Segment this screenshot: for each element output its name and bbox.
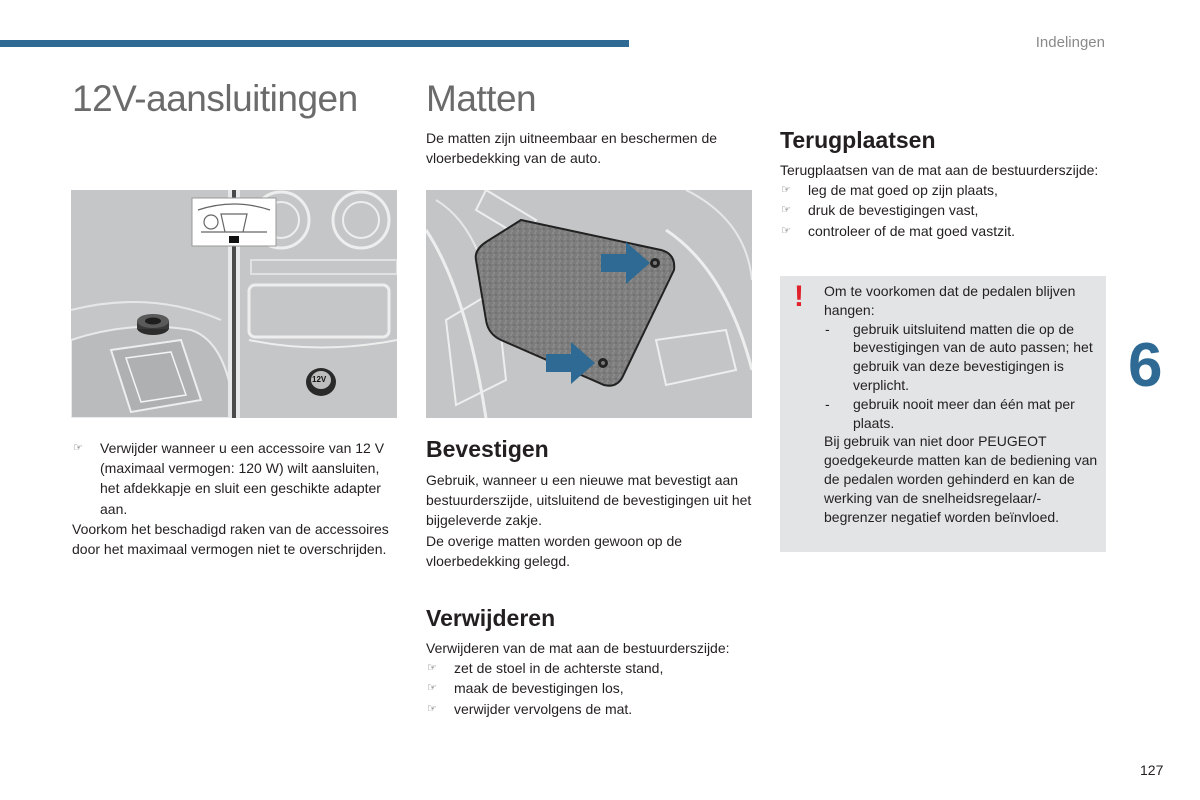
heading-bevestigen: Bevestigen xyxy=(426,436,549,462)
bevestigen-text xyxy=(426,470,756,571)
list-item xyxy=(72,438,392,519)
list-item xyxy=(426,678,756,698)
verwijderen-text xyxy=(426,638,756,719)
col1-text xyxy=(72,438,392,559)
matten-intro: De matten zijn uitneembaar en beschermen de vloerbedekking van de auto. xyxy=(426,130,718,167)
list-item-text: gebruik nooit meer dan één mat per plaats. xyxy=(853,395,1075,431)
figure-mat-drawing xyxy=(426,190,752,418)
col1-note: Voorkom het beschadigd raken van de accessoires door het maximaal vermogen niet te overschrijden. xyxy=(72,520,389,558)
list-item xyxy=(780,200,1110,220)
hand-pointer-icon: ☞ xyxy=(781,184,791,197)
hand-pointer-icon: ☞ xyxy=(427,702,437,715)
socket-12v-label: 12V xyxy=(312,375,327,384)
list-item xyxy=(824,320,1100,395)
chapter-number: 6 xyxy=(1128,331,1163,400)
verwijderen-list xyxy=(426,658,756,719)
title-12v: 12V-aansluitingen xyxy=(72,78,358,119)
hand-pointer-icon: ☞ xyxy=(427,682,437,695)
hand-pointer-icon: ☞ xyxy=(781,204,791,217)
col1-bullet-list xyxy=(72,438,392,519)
section-label: Indelingen xyxy=(1035,34,1105,51)
title-matten: Matten xyxy=(426,78,537,119)
verwijderen-intro: Verwijderen van de mat aan de bestuurderszijde: xyxy=(426,640,730,656)
list-item xyxy=(780,221,1110,241)
dash-icon: - xyxy=(825,320,830,337)
col1-bullet-text: Verwijder wanneer u een accessoire van 12 V (maximaal vermogen: 120 W) wilt aansluiten, het afdekkapje en sluit een geschikte adapter aan. xyxy=(100,440,385,517)
list-item xyxy=(426,699,756,719)
list-item xyxy=(824,395,1100,433)
list-item-text: druk de bevestigingen vast, xyxy=(808,202,979,219)
list-item-text: gebruik uitsluitend matten die op de bevestigingen van de auto passen; het gebruik van deze bevestigingen is verplicht. xyxy=(853,320,1093,393)
warning-list xyxy=(824,320,1100,433)
warning-text xyxy=(824,282,1100,526)
hand-pointer-icon: ☞ xyxy=(781,224,791,237)
list-item-text: leg de mat goed op zijn plaats, xyxy=(808,182,998,199)
page-number: 127 xyxy=(1140,762,1164,778)
list-item xyxy=(426,658,756,678)
list-item-text: verwijder vervolgens de mat. xyxy=(454,700,633,717)
warning-footer: Bij gebruik van niet door PEUGEOT goedgekeurde matten kan de bediening van de pedalen worden gehinderd en kan de werking van de snelheidsregelaar/-begrenzer negatief worden beïnvloed. xyxy=(824,433,1098,525)
list-item-text: maak de bevestigingen los, xyxy=(454,680,624,697)
terugplaatsen-intro: Terugplaatsen van de mat aan de bestuurderszijde: xyxy=(780,162,1099,178)
list-item xyxy=(780,180,1110,200)
terugplaatsen-list xyxy=(780,180,1110,241)
warning-intro: Om te voorkomen dat de pedalen blijven hangen: xyxy=(824,283,1076,318)
hand-pointer-icon: ☞ xyxy=(427,662,437,675)
terugplaatsen-text xyxy=(780,160,1110,241)
list-item-text: controleer of de mat goed vastzit. xyxy=(808,222,1015,239)
hand-pointer-icon: ☞ xyxy=(73,442,83,454)
figure-floor-mat xyxy=(426,190,752,418)
bevestigen-p1: Gebruik, wanneer u een nieuwe mat bevestigt aan bestuurderszijde, uitsluitend de bevestigingen uit het bijgeleverde zakje. xyxy=(426,472,752,529)
figure-12v-drawing xyxy=(71,190,397,418)
heading-verwijderen: Verwijderen xyxy=(426,605,556,631)
bevestigen-p2: De overige matten worden gewoon op de vloerbedekking gelegd. xyxy=(426,532,683,569)
list-item-text: zet de stoel in de achterste stand, xyxy=(454,660,664,677)
heading-terugplaatsen: Terugplaatsen xyxy=(780,127,936,153)
figure-12v-socket xyxy=(71,190,397,418)
header-bar xyxy=(0,40,629,47)
dash-icon: - xyxy=(825,395,830,412)
warning-icon: ! xyxy=(794,280,804,313)
